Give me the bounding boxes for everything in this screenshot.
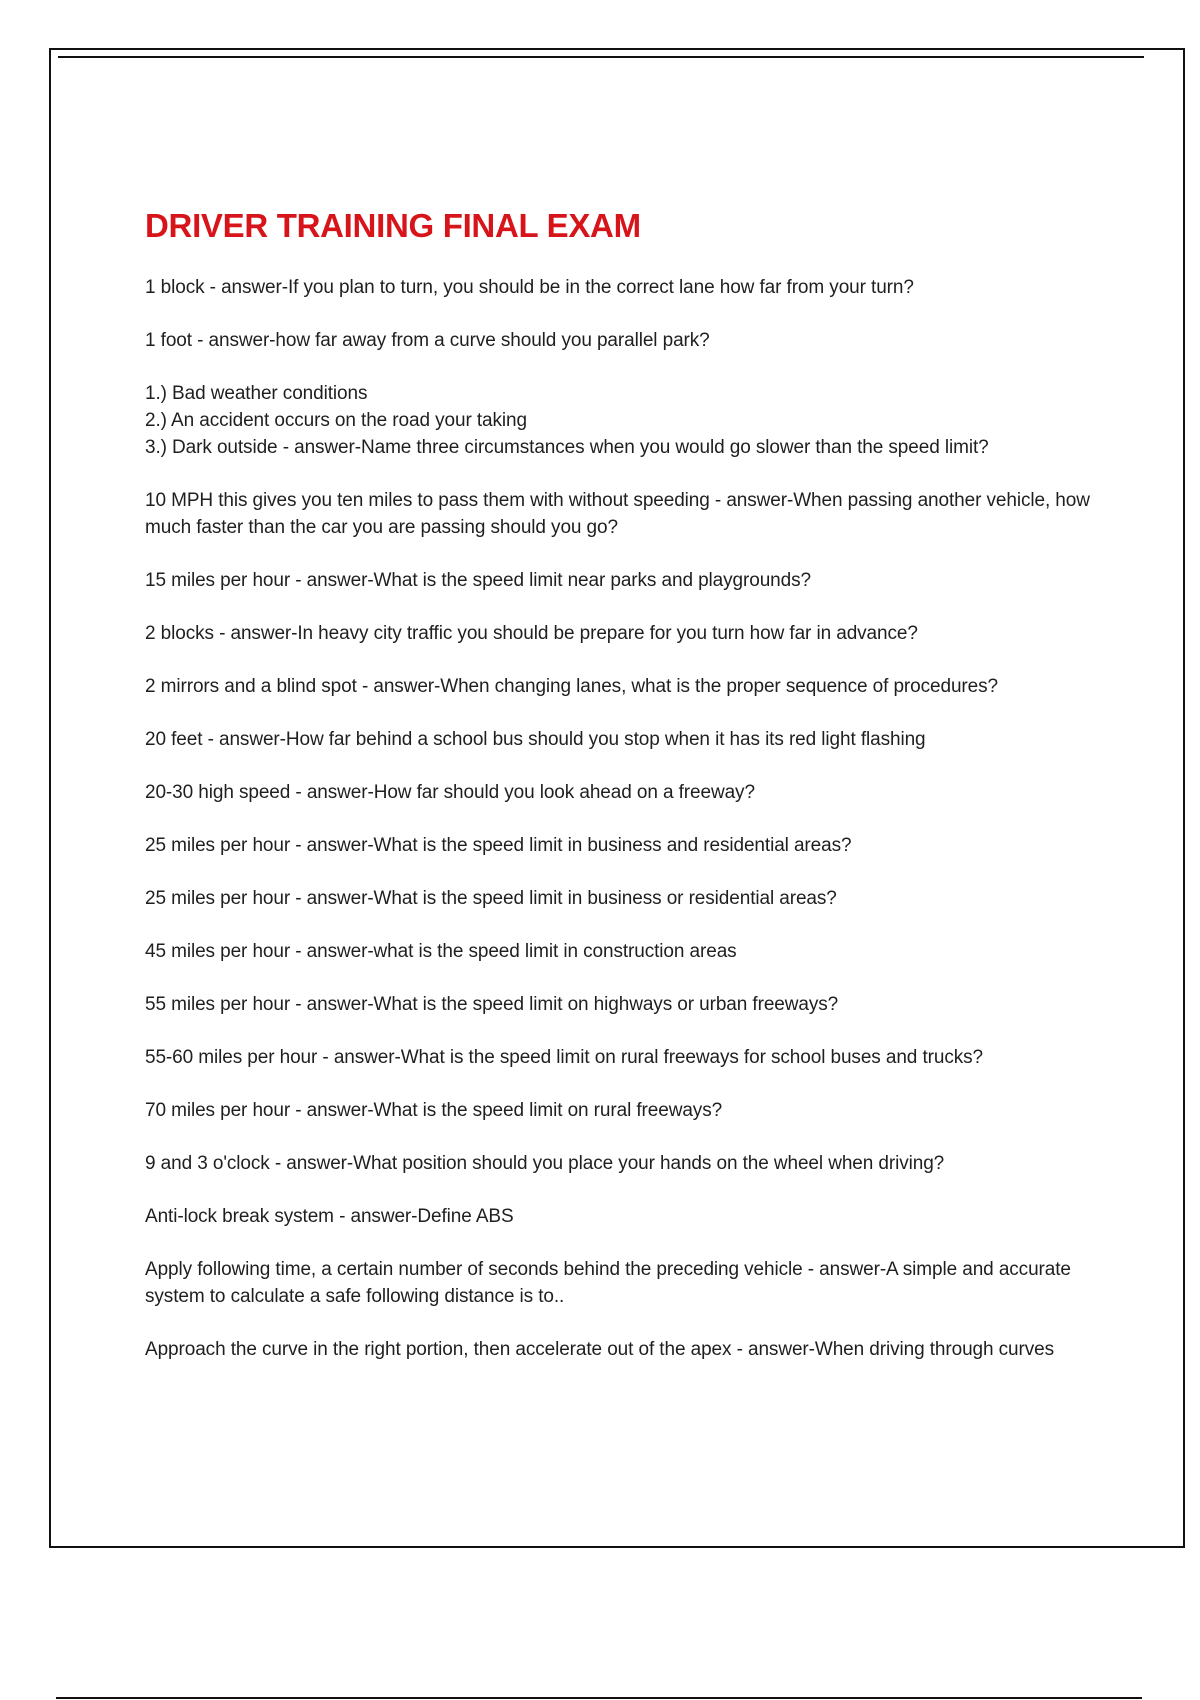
qa-entry xyxy=(145,673,1090,700)
qa-entry xyxy=(145,620,1090,647)
qa-line: 15 miles per hour - answer-What is the speed limit near parks and playgrounds? xyxy=(145,570,811,591)
qa-line: 2.) An accident occurs on the road your taking xyxy=(145,410,527,431)
qa-entry xyxy=(145,1150,1090,1177)
top-rule xyxy=(58,56,1144,58)
qa-line: 2 mirrors and a blind spot - answer-When changing lanes, what is the proper sequence of procedures? xyxy=(145,676,998,697)
qa-line: Approach the curve in the right portion, then accelerate out of the apex - answer-When driving through curves xyxy=(145,1339,1055,1360)
qa-entry xyxy=(145,487,1090,541)
qa-line: 1.) Bad weather conditions xyxy=(145,383,368,404)
qa-line: 10 MPH this gives you ten miles to pass them with without speeding - answer-When passing another vehicle, how much faster than the car you are passing should you go? xyxy=(145,490,1090,538)
qa-entry xyxy=(145,327,1090,354)
qa-line: 55 miles per hour - answer-What is the speed limit on highways or urban freeways? xyxy=(145,994,839,1015)
qa-line: 25 miles per hour - answer-What is the speed limit in business or residential areas? xyxy=(145,888,837,909)
qa-line: 9 and 3 o'clock - answer-What position should you place your hands on the wheel when driving? xyxy=(145,1153,945,1174)
qa-line: 20-30 high speed - answer-How far should you look ahead on a freeway? xyxy=(145,782,755,803)
qa-entry xyxy=(145,1097,1090,1124)
page-title: DRIVER TRAINING FINAL EXAM xyxy=(145,207,641,244)
qa-line: 1 foot - answer-how far away from a curve should you parallel park? xyxy=(145,330,710,351)
qa-entry xyxy=(145,1256,1090,1310)
qa-line: 45 miles per hour - answer-what is the speed limit in construction areas xyxy=(145,941,737,962)
qa-entry xyxy=(145,779,1090,806)
qa-entry xyxy=(145,726,1090,753)
qa-entry xyxy=(145,938,1090,965)
qa-line: 25 miles per hour - answer-What is the speed limit in business and residential areas? xyxy=(145,835,852,856)
document-body xyxy=(145,200,1090,1389)
qa-line: 55-60 miles per hour - answer-What is the speed limit on rural freeways for school buses and trucks? xyxy=(145,1047,983,1068)
qa-line: Anti-lock break system - answer-Define ABS xyxy=(145,1206,514,1227)
qa-line: 1 block - answer-If you plan to turn, you should be in the correct lane how far from your turn? xyxy=(145,277,914,298)
qa-entry xyxy=(145,832,1090,859)
qa-entry xyxy=(145,1044,1090,1071)
qa-entry xyxy=(145,1336,1090,1363)
qa-line: 3.) Dark outside - answer-Name three circumstances when you would go slower than the speed limit? xyxy=(145,437,989,458)
qa-list xyxy=(145,274,1090,1363)
qa-line: 2 blocks - answer-In heavy city traffic you should be prepare for you turn how far in advance? xyxy=(145,623,918,644)
qa-entry xyxy=(145,885,1090,912)
qa-line: 70 miles per hour - answer-What is the speed limit on rural freeways? xyxy=(145,1100,723,1121)
qa-line: 20 feet - answer-How far behind a school bus should you stop when it has its red light flashing xyxy=(145,729,926,750)
qa-line: Apply following time, a certain number of seconds behind the preceding vehicle - answer-A simple and accurate system to calculate a safe following distance is to.. xyxy=(145,1259,1071,1307)
qa-entry xyxy=(145,380,1090,461)
qa-entry xyxy=(145,991,1090,1018)
qa-entry xyxy=(145,567,1090,594)
qa-entry xyxy=(145,1203,1090,1230)
bottom-rule xyxy=(56,1697,1142,1699)
qa-entry xyxy=(145,274,1090,301)
